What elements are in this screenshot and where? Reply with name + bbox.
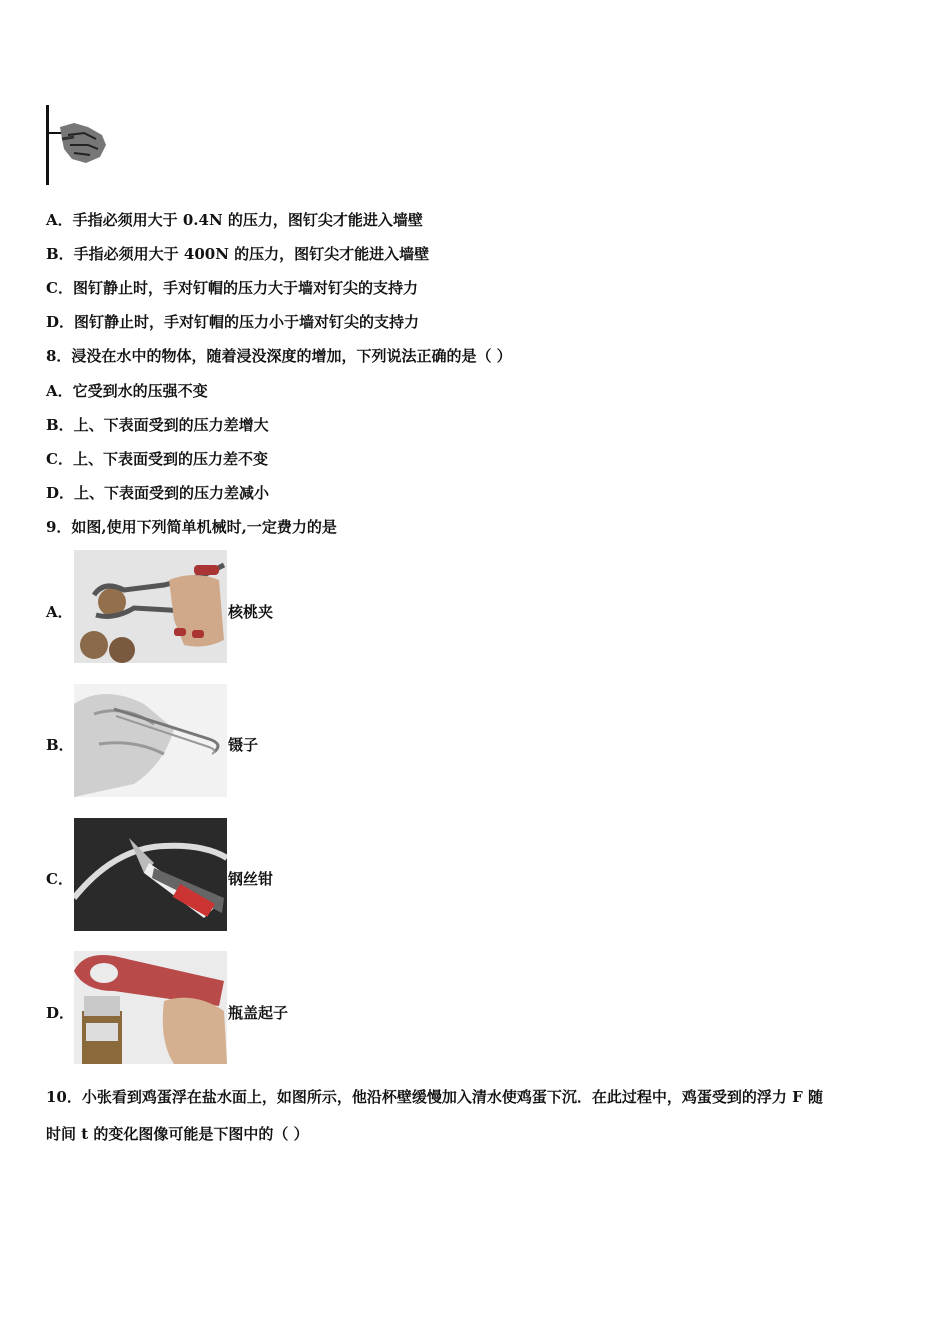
q7-option-c: C．图钉静止时，手对钉帽的压力大于墙对钉尖的支持力 [46, 279, 418, 297]
q10-stem-line2: 时间 t 的变化图像可能是下图中的（ ） [46, 1125, 309, 1143]
q10-stem-line1: 10．小张看到鸡蛋浮在盐水面上，如图所示，他沿杯壁缓慢加入清水使鸡蛋下沉．在此过程中，鸡蛋受到的浮力 F 随 [46, 1088, 823, 1106]
q8-option-c: C．上、下表面受到的压力差不变 [46, 450, 268, 468]
wire-cutter-photo [74, 818, 227, 931]
q8-option-d: D．上、下表面受到的压力差减小 [46, 484, 270, 502]
q9-option-c-label: C． [46, 870, 73, 888]
q8-option-a: A．它受到水的压强不变 [46, 382, 208, 400]
q7-option-d: D．图钉静止时，手对钉帽的压力小于墙对钉尖的支持力 [46, 313, 420, 331]
wire-cutter-caption: 钢丝钳 [228, 870, 274, 888]
bottle-opener-caption: 瓶盖起子 [228, 1004, 289, 1022]
q9-option-b-label: B． [46, 736, 74, 754]
q9-option-a-label: A． [46, 603, 73, 621]
walnut-cracker-caption: 核桃夹 [228, 603, 274, 621]
q9-stem: 9．如图,使用下列简单机械时,一定费力的是 [46, 518, 337, 536]
q9-option-d-label: D． [46, 1004, 75, 1022]
walnut-cracker-photo [74, 550, 227, 663]
tweezers-caption: 镊子 [228, 736, 259, 754]
bottle-opener-photo [74, 951, 227, 1064]
q7-option-b: B．手指必须用大于 400N 的压力，图钉尖才能进入墙壁 [46, 245, 430, 263]
thumbtack-wall-figure [44, 105, 114, 185]
q8-option-b: B．上、下表面受到的压力差增大 [46, 416, 269, 434]
q8-stem: 8．浸没在水中的物体，随着浸没深度的增加，下列说法正确的是（ ） [46, 347, 512, 365]
q7-option-a: A．手指必须用大于 0.4N 的压力，图钉尖才能进入墙壁 [46, 211, 423, 229]
tweezers-photo [74, 684, 227, 797]
